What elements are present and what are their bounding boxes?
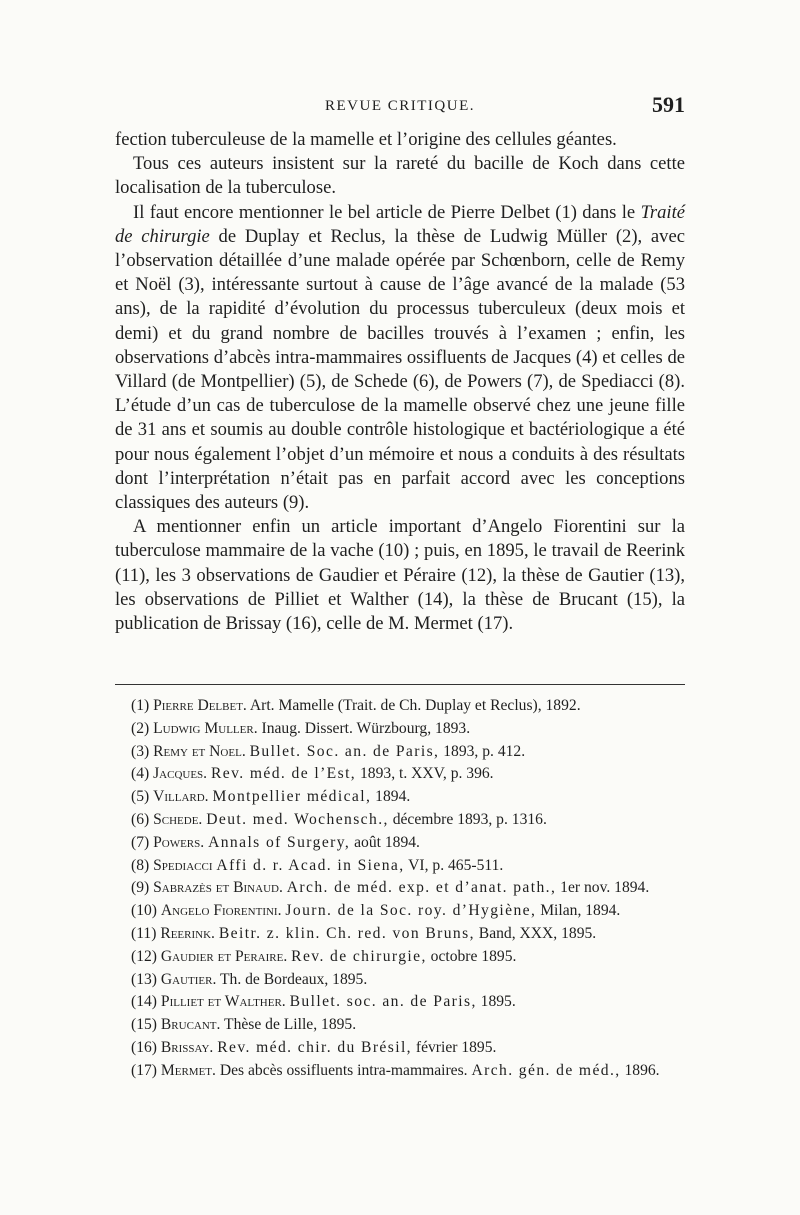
footnote-author: Villard. [153, 788, 209, 806]
footnote-source: Rev. de chirurgie, [291, 947, 427, 965]
footnote-details: Band, XXX, 1895. [474, 924, 597, 942]
footnote-item [131, 946, 687, 969]
footnote-item [131, 855, 687, 878]
footnote-text: Th. de Bordeaux, 1895. [216, 970, 368, 988]
footnote-author: Angelo Fiorentini. [160, 902, 282, 920]
footnote-item [131, 969, 687, 992]
footnote-rule [115, 684, 685, 685]
footnote-details: VI, p. 465-511. [404, 856, 504, 874]
footnote-number: (12) [131, 947, 157, 965]
footnote-author: Remy et Noel. [153, 742, 246, 760]
footnote-author: Brucant. [160, 1016, 221, 1034]
footnote-details: 1895. [476, 993, 516, 1011]
footnote-details: février 1895. [411, 1038, 497, 1056]
footnote-author: Reerink. [160, 924, 215, 942]
footnote-item [131, 786, 687, 809]
paragraph-literature-part-b: de Duplay et Reclus, la thèse de Ludwig Müller (2), avec l’observation détaillée d’une malade opérée par Schœnborn, celle de Remy et Noël (3), intéressante surtout à cause de l’âge avancé de la malade (53 ans), de la rapidité d’évolution du processus tuberculeux (deux mois et demi) et du grand nombre de bacilles trouvés à l’examen ; enfin, les observations d’abcès intra-mammaires ossifluents de Jacques (4) et celles de Villard (de Montpellier) (5), de Schede (6), de Powers (7), de Spediacci (8). L’étude d’un cas de tuberculose de la mamelle observé chez une jeune fille de 31 ans et soumis au double contrôle histologique et bactériologique a été pour nous également l’objet d’un mémoire et nous a conduits à des résultats dont l’interprétation n’était pas en parfait accord avec les conceptions classiques des auteurs (9). [115, 225, 685, 514]
footnote-details: 1er nov. 1894. [556, 879, 650, 897]
footnote-item [131, 1037, 687, 1060]
footnote-details: 1896. [620, 1061, 660, 1079]
footnote-source: Affi d. r. Acad. in Siena, [216, 856, 405, 874]
paragraph-additional-works: A mentionner enfin un article important d’Angelo Fiorentini sur la tuberculose mammaire de la vache (10) ; puis, en 1895, le travail de Reerink (11), les 3 observations de Gaudier et Péraire (12), la thèse de Gautier (13), les observations de Pilliet et Walther (14), la thèse de Brucant (15), la publication de Brissay (16), celle de M. Mermet (17). [115, 516, 685, 635]
footnote-number: (10) [131, 902, 157, 920]
paragraph-continuation: fection tuberculeuse de la mamelle et l’origine des cellules géantes. [115, 129, 617, 150]
footnote-text: Des abcès ossifluents intra-mammaires. [215, 1061, 472, 1079]
footnote-author: Spediacci [153, 856, 213, 874]
footnote-author: Gaudier et Peraire. [160, 947, 288, 965]
footnote-source: Rev. méd. chir. du Brésil, [217, 1038, 412, 1056]
footnote-number: (7) [131, 833, 150, 851]
footnote-source: Rev. méd. de l’Est, [210, 765, 357, 783]
footnote-source: Arch. de méd. exp. et d’anat. path., [286, 879, 557, 897]
footnote-number: (3) [131, 742, 150, 760]
footnote-item [131, 695, 687, 718]
footnote-item [131, 718, 687, 741]
page-number: 591 [652, 92, 685, 117]
footnote-number: (11) [131, 924, 157, 942]
footnote-author: Pilliet et Walther. [160, 993, 286, 1011]
footnote-author: Brissay. [160, 1038, 214, 1056]
footnote-text: Thèse de Lille, 1895. [220, 1016, 357, 1034]
footnote-author: Mermet. [160, 1061, 216, 1079]
paragraph-literature-part-a: Il faut encore mentionner le bel article de Pierre Delbet (1) dans le [133, 201, 641, 223]
footnote-number: (6) [131, 810, 150, 828]
footnote-number: (13) [131, 970, 157, 988]
footnote-details: octobre 1895. [426, 947, 517, 965]
footnote-number: (16) [131, 1038, 157, 1056]
footnote-item [131, 991, 687, 1014]
footnote-source: Arch. gén. de méd., [471, 1061, 621, 1079]
footnote-source: Journ. de la Soc. roy. d’Hygiène, [285, 902, 537, 920]
footnote-details: Milan, 1894. [536, 902, 621, 920]
footnote-author: Pierre Delbet. [153, 697, 247, 714]
footnote-number: (2) [131, 719, 150, 737]
footnote-item [131, 1060, 687, 1083]
footnote-source: Beitr. z. klin. Ch. red. von Bruns, [218, 924, 475, 942]
footnote-item [131, 1014, 687, 1037]
footnote-source: Montpellier médical, [212, 788, 372, 806]
footnote-source: Bullet. soc. an. de Paris, [289, 993, 477, 1011]
footnote-details: 1893, p. 412. [439, 742, 526, 760]
paragraph-literature [115, 201, 685, 516]
footnote-item [131, 763, 687, 786]
footnote-number: (17) [131, 1061, 157, 1079]
footnote-item [131, 877, 687, 900]
footnote-item [131, 900, 687, 923]
footnote-author: Schede. [153, 810, 203, 828]
footnote-number: (4) [131, 765, 150, 783]
footnote-item [131, 923, 687, 946]
footnote-number: (14) [131, 993, 157, 1011]
footnote-number: (15) [131, 1016, 157, 1034]
footnote-item [131, 832, 687, 855]
footnote-number: (5) [131, 788, 150, 806]
footnote-details: décembre 1893, p. 1316. [388, 810, 547, 828]
page-header [115, 92, 685, 122]
footnote-number: (1) [131, 697, 150, 714]
book-title-italic: Traité de chirurgie [115, 201, 685, 247]
footnote-author: Gautier. [160, 970, 217, 988]
footnote-author: Sabrazès et Binaud. [153, 879, 283, 897]
footnote-source: Annals of Surgery, [208, 833, 351, 851]
footnote-number: (8) [131, 856, 150, 874]
footnote-author: Jacques. [153, 765, 208, 783]
footnote-details: août 1894. [350, 833, 420, 851]
footnote-source: Bullet. Soc. an. de Paris, [249, 742, 440, 760]
footnote-text: Inaug. Dissert. Würzbourg, 1893. [257, 719, 471, 737]
footnote-text: Art. Mamelle (Trait. de Ch. Duplay et Reclus), 1892. [246, 697, 581, 714]
footnote-number: (9) [131, 879, 150, 897]
footnote-source: Deut. med. Wochensch., [206, 810, 389, 828]
running-title: REVUE CRITIQUE. [325, 98, 475, 114]
footnotes-list [131, 695, 687, 1083]
paragraph-bacille: Tous ces auteurs insistent sur la rareté du bacille de Koch dans cette localisation de la tuberculose. [115, 153, 685, 199]
footnote-author: Ludwig Muller. [153, 719, 258, 737]
body-text [115, 128, 685, 636]
footnote-details: 1894. [371, 788, 411, 806]
footnote-author: Powers. [153, 833, 205, 851]
footnote-details: 1893, t. XXV, p. 396. [356, 765, 494, 783]
footnote-item [131, 809, 687, 832]
footnote-item [131, 741, 687, 764]
